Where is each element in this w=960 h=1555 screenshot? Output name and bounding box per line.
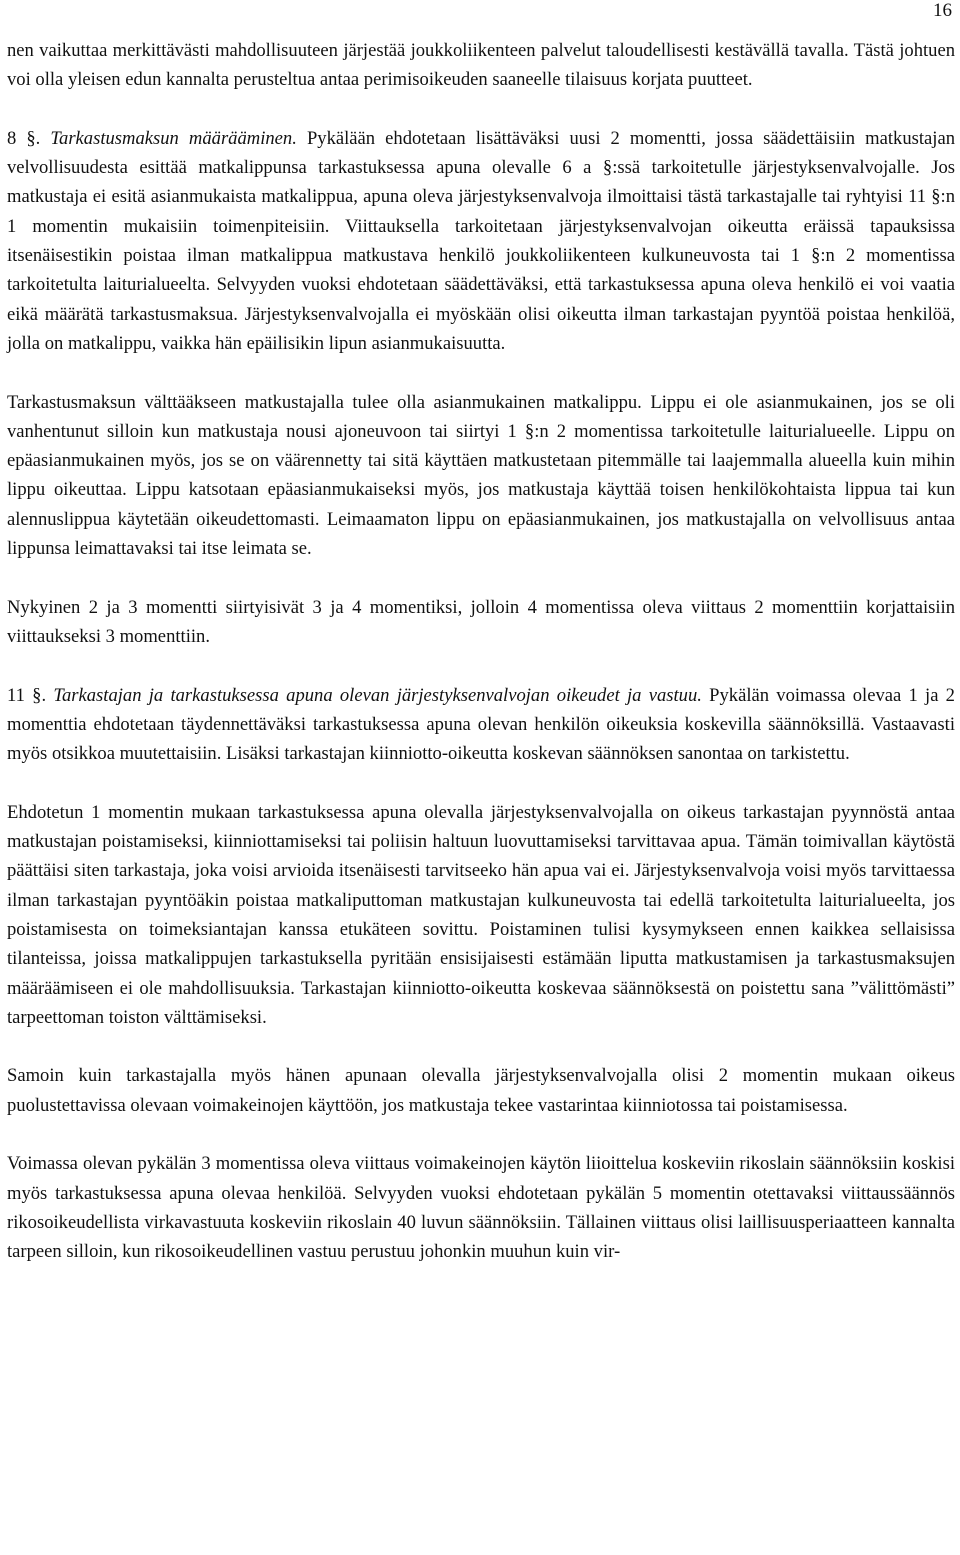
paragraph-section-8 <box>7 124 955 358</box>
paragraph-7: Samoin kuin tarkastajalla myös hänen apunaan olevalla järjestyksenvalvojalla olisi 2 momentin mukaan oikeus puolustettavissa olevaan voimakeinojen käyttöön, jos matkustaja tekee vastarintaa kiinniotossa tai poistamisessa. <box>7 1065 955 1116</box>
paragraph-6: Ehdotetun 1 momentin mukaan tarkastuksessa apuna olevalla järjestyksenvalvojalla on oikeus tarkastajan pyynnöstä antaa matkustajan poistamiseksi, kiinniottamiseksi tai poliisin haltuun luovuttamiseksi tarvittavaa apua. Tämän toimivallan käytöstä päättäisi siten tarkastaja, joka voisi arvioida itsenäisesti tarvitseeko hän apua vai ei. Järjestyksenvalvoja voisi myös tarvittaessa ilman tarkastajan pyyntöäkin poistaa matkaliputtoman matkustajan kulkuneuvosta tai edellä tarkoitetulta laiturialueelta, jos poistamisesta on toimeksiantajan kanssa etukäteen sovittu. Poistaminen tulisi kysymykseen ennen kaikkea sellaisissa tilanteissa, joissa matkalippujen tarkastuksella pyritään ensisijaisesti estämään liputta matkustamisen ja tarkastusmaksujen määräämiseen ei ole mahdollisuuksia. Tarkastajan kiinniotto-oikeutta koskevaa säännöksestä on poistettu sana ”välittömästi” tarpeettoman toiston välttämiseksi. <box>7 801 955 1028</box>
section-number: 8 §. <box>7 127 41 149</box>
document-body <box>7 36 955 1266</box>
section-text: Pykälän voimassa olevaa 1 ja 2 momenttia ehdotetaan täydennettäväksi tarkastuksessa apuna olevan henkilön oikeuksia koskevilla säännöksillä. Vastaavasti myös otsikkoa muutettaisiin. Lisäksi tarkastajan kiinniotto-oikeutta koskevan säännöksen sanontaa on tarkistettu. <box>7 684 955 765</box>
paragraph-1: nen vaikuttaa merkittävästi mahdollisuuteen järjestää joukkoliikenteen palvelut taloudellisesti kestävällä tavalla. Tästä johtuen voi olla yleisen edun kannalta perusteltua antaa perimisoikeuden saaneelle tilaisuus korjata puutteet. <box>7 40 955 91</box>
paragraph-4: Nykyinen 2 ja 3 momentti siirtyisivät 3 ja 4 momentiksi, jolloin 4 momentissa oleva viittaus 2 momenttiin korjattaisiin viittaukseksi 3 momenttiin. <box>7 596 955 647</box>
section-heading: Tarkastusmaksun määrääminen. <box>50 127 297 149</box>
paragraph-8: Voimassa olevan pykälän 3 momentissa oleva viittaus voimakeinojen käytön liioittelua koskeviin rikoslain säännöksiin koskisi myös tarkastuksessa apuna olevaa henkilöä. Selvyyden vuoksi ehdotetaan pykälän 5 momentin otettavaksi viittaussäännös rikosoikeudellista virkavastuuta koskeviin rikoslain 40 luvun säännöksiin. Tällainen viittaus olisi laillisuusperiaatteen kannalta tarpeen silloin, kun rikosoikeudellinen vastuu perustuu johonkin muuhun kuin vir- <box>7 1153 955 1263</box>
section-number: 11 §. <box>7 684 47 706</box>
section-heading: Tarkastajan ja tarkastuksessa apuna olevan järjestyksenvalvojan oikeudet ja vastuu. <box>53 684 702 706</box>
page-number: 16 <box>933 0 952 21</box>
paragraph-section-11 <box>7 681 955 769</box>
paragraph-3: Tarkastusmaksun välttääkseen matkustajalla tulee olla asianmukainen matkalippu. Lippu ei ole asianmukainen, jos se oli vanhentunut silloin kun matkustaja nousi ajoneuvoon tai siirtyi 1 §:n 2 momentissa tarkoitetulle laiturialueelle. Lippu on epäasianmukainen myös, jos se on väärennetty tai sitä käyttäen matkustetaan pitemmälle tai laajemmalla alueella kuin mihin lippu oikeuttaa. Lippu katsotaan epäasianmukaiseksi myös, jos matkustaja käyttää toisen henkilökohtaista lippua tai kun alennuslippua käytetään oikeudettomasti. Leimaamaton lippu on epäasianmukainen, jos matkustajalla on velvollisuus antaa lippunsa leimattavaksi tai itse leimata se. <box>7 391 955 560</box>
section-text: Pykälään ehdotetaan lisättäväksi uusi 2 momentti, jossa säädettäisiin matkustajan velvollisuudesta esittää matkalippunsa tarkastuksessa apuna olevalle 6 a §:ssä tarkoitetulle järjestyksenvalvojalle. Jos matkustaja ei esitä asianmukaista matkalippua, apuna oleva järjestyksenvalvoja ilmoittaisi tästä tarkastajalle tai ryhtyisi 11 §:n 1 momentin mukaisiin toimenpiteisiin. Viittauksella tarkoitetaan järjestyksenvalvojan oikeutta eräissä tapauksissa itsenäisestikin poistaa ilman matkalippua matkustava henkilö joukkoliikenteen kulkuneuvosta tai 1 §:n 2 momentissa tarkoitetulta laiturialueelta. Selvyyden vuoksi ehdotetaan säädettäväksi, että tarkastuksessa apuna oleva henkilö ei voi vaatia eikä määrätä tarkastusmaksua. Järjestyksenvalvojalla ei myöskään olisi oikeutta ilman tarkastajan pyyntöä poistaa henkilöä, jolla on matkalippu, vaikka hän epäilisikin lipun asianmukaisuutta. <box>7 127 955 354</box>
